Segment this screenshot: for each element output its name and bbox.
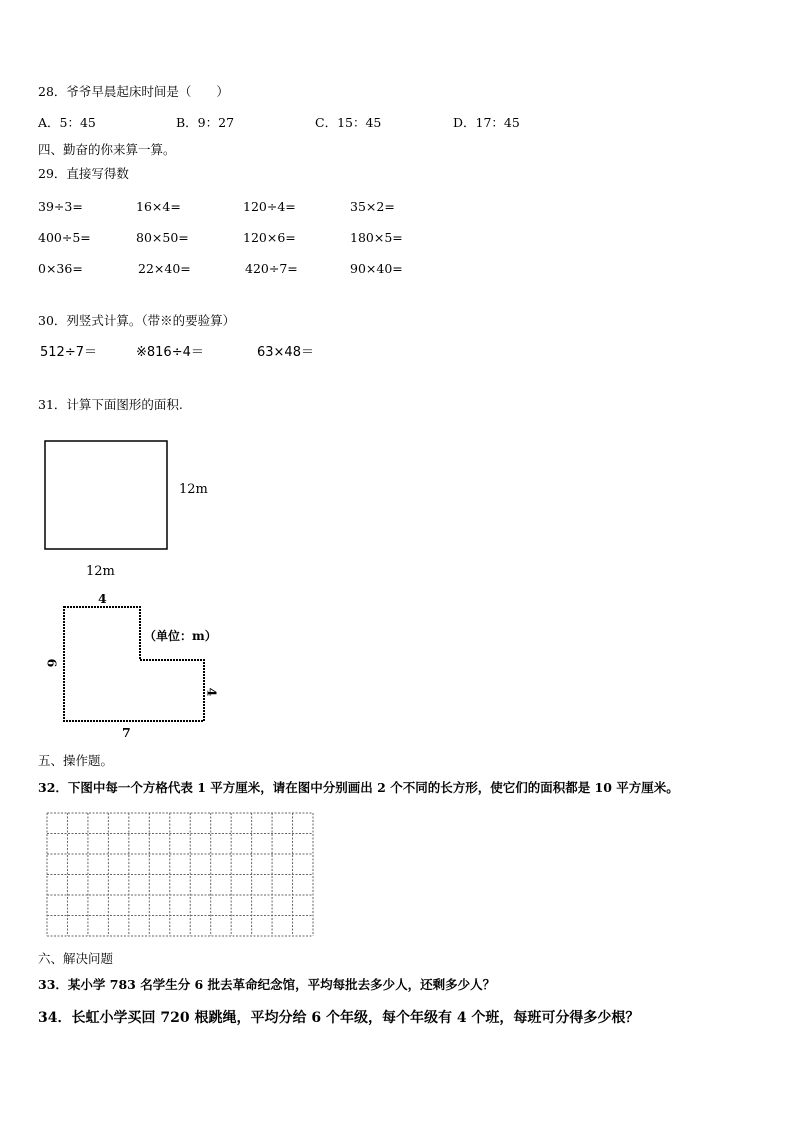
calc-r3c3: 420÷7= xyxy=(245,261,298,276)
question-33-stem: 33．某小学 783 名学生分 6 批去革命纪念馆，平均每批去多少人，还剩多少人？ xyxy=(38,977,496,992)
square-figure xyxy=(45,441,167,549)
option-a: A．5：45 xyxy=(38,115,96,130)
square-grid xyxy=(47,813,313,936)
calc-r1c4: 35×2= xyxy=(350,199,395,214)
calc-r1c3: 120÷4= xyxy=(243,199,296,214)
vertical-calc-1: 512÷7＝ xyxy=(40,345,97,360)
calc-r3c1: 0×36= xyxy=(38,261,83,276)
question-29-stem: 29．直接写得数 xyxy=(38,166,129,181)
section-6-heading: 六、解决问题 xyxy=(38,951,114,966)
l-shape-figure xyxy=(64,607,204,721)
calc-r2c2: 80×50= xyxy=(136,230,189,245)
vertical-calc-3: 63×48＝ xyxy=(257,345,314,360)
square-bottom-label: 12m xyxy=(86,564,115,579)
calc-r1c2: 16×4= xyxy=(136,199,181,214)
question-34-stem: 34．长虹小学买回 720 根跳绳，平均分给 6 个年级，每个年级有 4 个班，每班可分得多少根？ xyxy=(38,1010,640,1026)
option-d: D．17：45 xyxy=(453,115,520,130)
calc-r2c1: 400÷5= xyxy=(38,230,91,245)
calc-r3c4: 90×40= xyxy=(350,261,403,276)
unit-label: （单位：m） xyxy=(144,629,217,643)
section-5-heading: 五、操作题。 xyxy=(38,753,114,768)
square-side-label: 12m xyxy=(179,482,208,497)
calc-r2c4: 180×5= xyxy=(350,230,403,245)
vertical-calc-2: ※816÷4＝ xyxy=(136,345,204,360)
l-shape-top-label: 4 xyxy=(98,591,107,606)
l-shape-bottom-label: 7 xyxy=(122,725,131,740)
option-b: B．9：27 xyxy=(176,115,235,130)
l-shape-left-label: 6 xyxy=(44,658,60,668)
question-30-stem: 30．列竖式计算。（带※的要验算） xyxy=(38,313,236,328)
calc-r1c1: 39÷3= xyxy=(38,199,83,214)
calc-r2c3: 120×6= xyxy=(243,230,296,245)
option-c: C．15：45 xyxy=(315,115,382,130)
l-shape-right-label: 4 xyxy=(204,687,220,697)
question-31-stem: 31．计算下面图形的面积. xyxy=(38,397,183,412)
section-4-heading: 四、勤奋的你来算一算。 xyxy=(38,142,176,157)
question-32-stem: 32．下图中每一个方格代表 1 平方厘米，请在图中分别画出 2 个不同的长方形，使它们的面积都是 10 平方厘米。 xyxy=(38,780,679,795)
calc-r3c2: 22×40= xyxy=(138,261,191,276)
question-28-stem: 28．爷爷早晨起床时间是（ ） xyxy=(38,84,229,99)
